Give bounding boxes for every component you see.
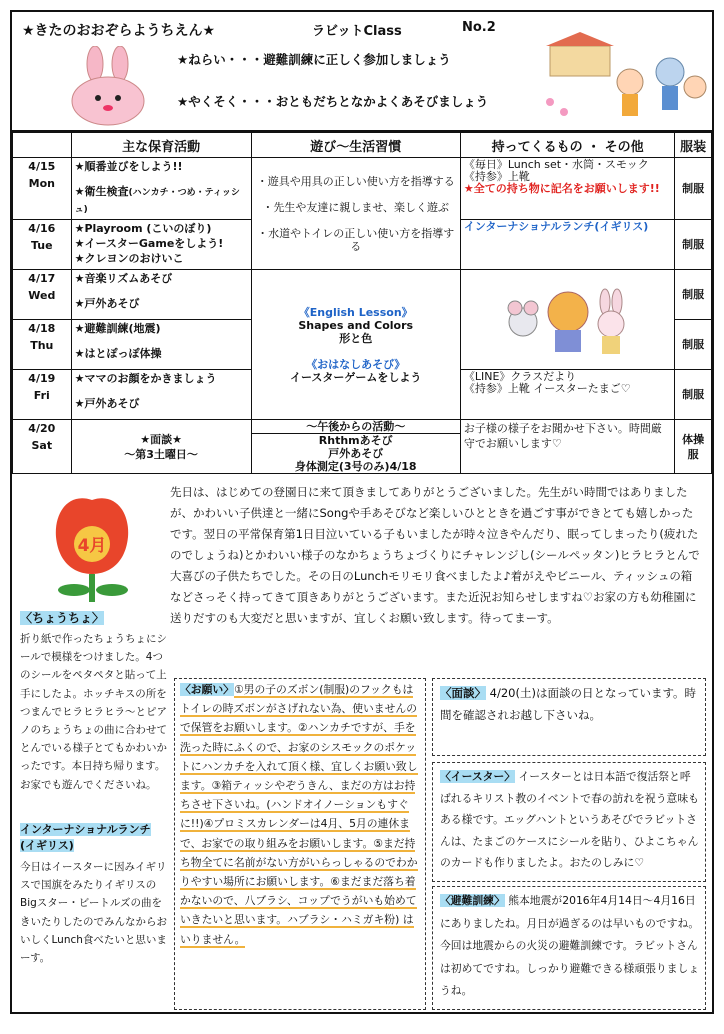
- kindergarten-kids-illustration: [530, 32, 710, 124]
- activities-cell: ★Playroom (こいのぼり) ★イースターGameをしよう! ★クレヨンのおけいこ: [71, 220, 251, 270]
- date-header: [13, 133, 72, 158]
- day-cell: 4/20 Sat: [13, 420, 72, 474]
- activities-cell: ★音楽リズムあそび ★戸外あそび: [71, 270, 251, 320]
- request-text: ①男の子のズボン(制服)のフックもはトイレの時ズボンがさげれない為、使いませんので保管をお願いします。②ハンカチですが、手を洗った時にふくので、お家のシスモックのポケットにハンカチを入れて頂く様、宜しくお願い致します。③箱ティッシやぞうきん、まだの方はお持ちさせ下さいね。(ハンドオイノーションもすぐに!!)④プロミスカレンダーは4月、5月の連休まで、お家での取り組みをお願いします。⑤まだ持ち物全てに名前がない方がいらっしゃるのでわかりやすい場所にお願いします。⑥まだまだ落ち着かないので、八ブラシ、コップでうがいも始めていきたいと思います。ハブラシ・ハミガキ粉) はいりません。: [180, 683, 418, 946]
- butterfly-text: 折り紙で作ったちょうちょにシールで模様をつけました。4つのシールをペタペタと貼って上手にしたよ。ホッチキスの所をつまんでヒラヒラヒラ～とピアノのちょうちょの曲に合わせてとんでいる様子とてもかわいかったです。本日持ち帰ります。お家でも遊んでくださいね。: [20, 633, 167, 791]
- activities-cell: ★面談★ ～第3土曜日～: [71, 420, 251, 474]
- lesson-cell: 《English Lesson》 Shapes and Colors 形と色 《おはなしあそび》 イースターゲームをしよう: [251, 270, 460, 420]
- day-cell: 4/18 Thu: [13, 320, 72, 370]
- class-name: ラビットClass: [312, 24, 402, 39]
- col-uniform: 服装: [675, 133, 712, 158]
- uniform-cell: 制服: [675, 320, 712, 370]
- uniform-cell: 体操服: [675, 420, 712, 474]
- drill-text: 熊本地震が2016年4月14日～4月16日にありましたね。月日が過ぎるのは早いものですね。今回は地震からの火災の避難訓練です。ラビットさんは初めてですね。しっかり避難できる様頑張りましょうね。: [440, 894, 700, 997]
- request-title: 〈お願い〉: [180, 683, 234, 696]
- animals-cell: [460, 270, 675, 370]
- month-label: 4月: [77, 536, 107, 556]
- interview-title: 〈面談〉: [440, 686, 486, 700]
- bring-cell: インターナショナルランチ(イギリス): [460, 220, 675, 270]
- uniform-cell: 制服: [675, 270, 712, 320]
- interview-text: 4/20(土)は面談の日となっています。時間を確認されお越し下さいね。: [440, 686, 697, 722]
- easter-title: 〈イースター〉: [440, 770, 516, 783]
- activities-cell: ★ママのお顔をかきましょう ★戸外あそび: [71, 370, 251, 420]
- bring-cell: お子様の様子をお聞かせ下さい。時間厳守でお願いします♡: [460, 420, 675, 474]
- easter-text: イースターとは日本語で復活祭と呼ばれるキリスト教のイベントで春の訪れを祝う意味もある様です。エッグハントというあそびでラビットさんは、たまごのケースにシールを貼り、ひよこちゃんのカードも作りましたよ。おたのしみに♡: [440, 770, 699, 869]
- uniform-cell: 制服: [675, 158, 712, 220]
- intl-subtitle: (イギリス): [20, 839, 74, 852]
- aim-text: ★ねらい・・・避難訓練に正しく参加しましょう: [177, 52, 451, 67]
- tulip-illustration: [34, 492, 150, 604]
- school-name: ★きたのおおぞらようちえん★: [22, 23, 216, 39]
- header: [12, 12, 712, 132]
- activities-cell: ★順番並びをしよう!! ★衛生検査(ハンカチ・つめ・ティッシュ): [71, 158, 251, 220]
- bring-cell: 《毎日》Lunch set・水筒・スモック 《持参》上靴 ★全ての持ち物に記名をお願いします!!: [460, 158, 675, 220]
- butterfly-title: 〈ちょうちょ〉: [20, 611, 105, 625]
- intl-title: インターナショナルランチ: [20, 823, 151, 836]
- play-habits-cell: ・遊具や用具の正しい使い方を指導する ・先生や友達に親しませ、楽しく遊ぶ ・水道やトイレの正しい使い方を指導する: [251, 158, 460, 270]
- greeting-text: 先日は、はじめての登園日に来て頂きましてありがとうございました。先生がい時間ではありましたが、かわいい子供達と一緒にSongや手あそびなど楽しいひとときを過ごす事ができとても嬉しかったです。翌日の平常保育第1日目泣いている子もいましたが時々泣きやんだり、眠ってしまったり(疲れたのでしょうね)とかわいい様子のなかちょうちょづくりにチャレンジし(シールペッタン)ヒラヒラとんで大喜びの子供たちでした。その日のLunchモリモリ食べましたよ♪着がえやビニール、ティッシュの箱などさっそく持ってきて頂きありがとうございます。また近況お知らせしますね♡お家の方も幼稚園に送りだすのも大変だと思いますが、宜しくお願い致します。待ってまーす。: [170, 485, 700, 625]
- activities-cell: ★避難訓練(地震) ★はとぽっぽ体操: [71, 320, 251, 370]
- col-bring: 持ってくるもの ・ その他: [460, 133, 675, 158]
- promise-text: ★やくそく・・・おともだちとなかよくあそびましょう: [177, 94, 489, 109]
- newsletter: [10, 10, 714, 1014]
- afternoon-cell: ～午後からの活動～ Rhthmあそび 戸外あそび 身体測定(3号のみ)4/18: [251, 420, 460, 474]
- day-cell: 4/15 Mon: [13, 158, 72, 220]
- animal-friends-illustration: [493, 278, 643, 358]
- uniform-cell: 制服: [675, 370, 712, 420]
- bunny-illustration: [60, 46, 160, 126]
- uniform-cell: 制服: [675, 220, 712, 270]
- issue-number: No.2: [462, 20, 496, 35]
- drill-title: 〈避難訓練〉: [440, 894, 505, 907]
- col-play: 遊び～生活習慣: [251, 133, 460, 158]
- bring-cell: 《LINE》クラスだより 《持参》上靴 イースターたまご♡: [460, 370, 675, 420]
- col-activities: 主な保育活動: [71, 133, 251, 158]
- day-cell: 4/16 Tue: [13, 220, 72, 270]
- day-cell: 4/17 Wed: [13, 270, 72, 320]
- day-cell: 4/19 Fri: [13, 370, 72, 420]
- notes-area: [12, 480, 712, 1012]
- weekly-schedule: [12, 132, 712, 474]
- intl-text: 今日はイースターに因みイギリスで国旗をみたりイギリスのBigスター・ビートルズの曲をきいたりしたのでみんなからおいしくLunch食べたいと思いまーす。: [20, 861, 167, 965]
